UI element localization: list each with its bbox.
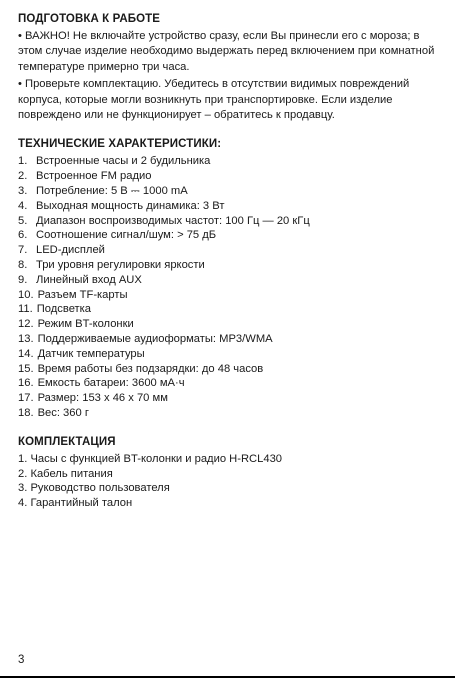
- spec-text: Три уровня регулировки яркости: [36, 259, 205, 272]
- spec-text: Потребление: 5 В ⎓ 1000 mA: [36, 185, 188, 198]
- spec-number: 8.: [18, 259, 28, 272]
- spec-number: 3.: [18, 185, 28, 198]
- spec-number: 11.: [18, 303, 33, 316]
- spec-number: 5.: [18, 214, 28, 227]
- spec-item: [18, 347, 438, 362]
- kit-item: 1. Часы с функцией BT-колонки и радио H-RCL430: [18, 452, 283, 465]
- spec-item: [18, 184, 438, 199]
- spec-number: 7.: [18, 244, 28, 257]
- spec-item: [18, 228, 438, 243]
- spec-item: [18, 288, 438, 303]
- specs-heading: ТЕХНИЧЕСКИЕ ХАРАКТЕРИСТИКИ:: [18, 138, 222, 151]
- spec-text: Соотношение сигнал/шум: > 75 дБ: [36, 229, 217, 242]
- spec-text: Встроенные часы и 2 будильника: [36, 155, 211, 168]
- page-content: [18, 13, 438, 526]
- specs-list: [18, 154, 438, 420]
- spec-item: [18, 362, 438, 377]
- kit-item: 2. Кабель питания: [18, 467, 113, 480]
- spec-item: [18, 317, 438, 332]
- spec-item: [18, 406, 438, 421]
- spec-number: 18.: [18, 406, 34, 419]
- spec-text: Встроенное FM радио: [36, 170, 152, 183]
- spec-item: [18, 214, 438, 229]
- spec-number: 10.: [18, 288, 34, 301]
- kit-section: [18, 436, 438, 511]
- preparation-section: [18, 13, 438, 123]
- bottom-divider: [0, 676, 455, 678]
- spec-number: 1.: [18, 155, 28, 168]
- spec-item: [18, 154, 438, 169]
- spec-text: Время работы без подзарядки: до 48 часов: [37, 362, 264, 375]
- spec-text: Линейный вход AUX: [36, 273, 142, 286]
- spec-number: 6.: [18, 229, 28, 242]
- spec-text: Датчик температуры: [37, 347, 145, 360]
- spec-number: 2.: [18, 170, 28, 183]
- kit-item: 4. Гарантийный талон: [18, 497, 133, 510]
- spec-item: [18, 273, 438, 288]
- preparation-paragraph: • Проверьте комплектацию. Убедитесь в отсутствии видимых повреждений корпуса, которые могли возникнуть при транспортировке. Если изделие повреждено или не функционирует – обратитесь к продавцу.: [18, 78, 410, 122]
- spec-item: [18, 376, 438, 391]
- spec-text: Поддерживаемые аудиоформаты: MP3/WMA: [37, 333, 273, 345]
- spec-number: 14.: [18, 347, 34, 360]
- spec-text: LED-дисплей: [36, 244, 105, 257]
- spec-number: 4.: [18, 199, 28, 212]
- spec-item: [18, 169, 438, 184]
- spec-item: [18, 243, 438, 258]
- spec-text: Диапазон воспроизводимых частот: 100 Гц — 20 кГц: [36, 214, 310, 227]
- spec-number: 12.: [18, 318, 34, 331]
- kit-item: 3. Руководство пользователя: [18, 482, 170, 495]
- preparation-heading: ПОДГОТОВКА К РАБОТЕ: [18, 13, 161, 25]
- spec-text: Выходная мощность динамика: 3 Вт: [36, 199, 225, 212]
- spec-text: Вес: 360 г: [37, 406, 89, 419]
- spec-number: 15.: [18, 362, 34, 375]
- specs-section: [18, 138, 438, 420]
- spec-text: Подсветка: [36, 303, 92, 316]
- spec-text: Разъем TF-карты: [37, 288, 128, 301]
- spec-item: [18, 302, 438, 317]
- preparation-paragraph: • ВАЖНО! Не включайте устройство сразу, если Вы принесли его с мороза; в этом случае изделие необходимо выдержать перед включением при комнатной температуре примерно три часа.: [18, 30, 435, 73]
- kit-list: [18, 452, 438, 511]
- spec-text: Емкость батареи: 3600 мА·ч: [37, 377, 185, 390]
- kit-heading: КОМПЛЕКТАЦИЯ: [18, 435, 116, 448]
- spec-item: [18, 391, 438, 406]
- spec-item: [18, 332, 438, 347]
- spec-item: [18, 258, 438, 273]
- spec-item: [18, 199, 438, 214]
- spec-number: 13.: [18, 333, 34, 345]
- spec-number: 9.: [18, 273, 28, 286]
- spec-number: 16.: [18, 377, 34, 390]
- spec-number: 17.: [18, 392, 34, 405]
- page-number: 3: [18, 654, 25, 666]
- spec-text: Размер: 153 x 46 x 70 мм: [37, 392, 168, 405]
- spec-text: Режим BT-колонки: [37, 318, 134, 331]
